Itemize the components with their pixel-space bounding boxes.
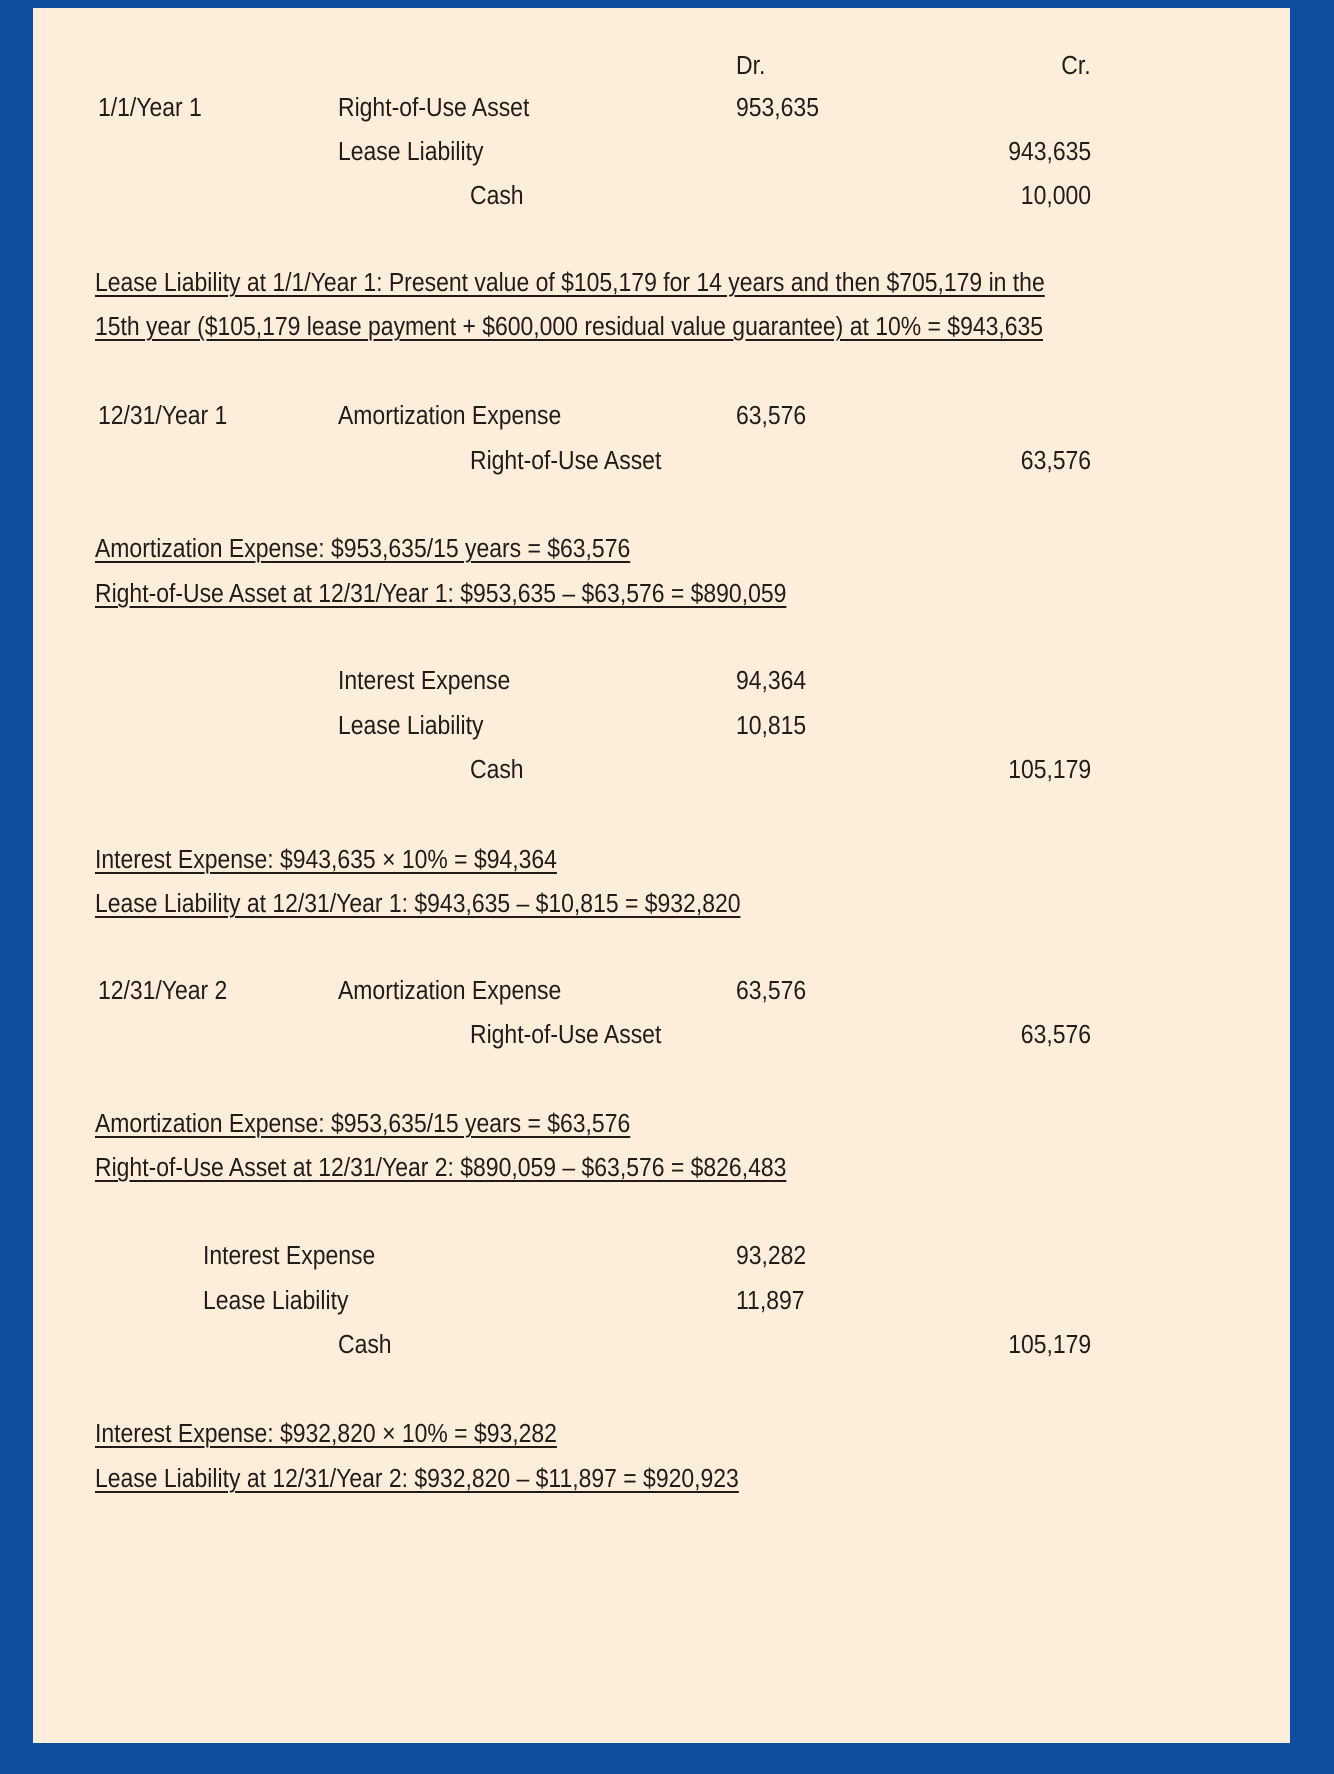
debit-amount: 953,635 [736,94,819,122]
credit-amount: 63,576 [1020,447,1091,475]
account-name: Amortization Expense [338,402,562,430]
account-name: Right-of-Use Asset [338,94,530,122]
credit-amount: 63,576 [1020,1021,1091,1049]
account-name: Cash [470,756,524,784]
account-name: Right-of-Use Asset [470,1021,662,1049]
note-line: Right-of-Use Asset at 12/31/Year 2: $890,059 – $63,576 = $826,483 [95,1154,787,1182]
credit-amount: 10,000 [1020,182,1091,210]
note-line: Amortization Expense: $953,635/15 years = $63,576 [95,1110,631,1138]
account-name: Cash [338,1331,392,1359]
credit-amount: 105,179 [1008,756,1091,784]
paper-sheet [33,8,1290,1743]
credit-amount: 105,179 [1008,1331,1091,1359]
entry-date: 1/1/Year 1 [98,94,202,122]
account-name: Cash [470,182,524,210]
debit-column-header: Dr. [736,52,766,80]
debit-amount: 63,576 [736,977,807,1005]
account-name: Amortization Expense [338,977,562,1005]
debit-amount: 93,282 [736,1242,807,1270]
debit-amount: 10,815 [736,712,807,740]
credit-amount: 943,635 [1008,138,1091,166]
account-name: Interest Expense [338,667,511,695]
note-line: Lease Liability at 12/31/Year 2: $932,820 – $11,897 = $920,923 [95,1465,739,1493]
note-line: Lease Liability at 1/1/Year 1: Present value of $105,179 for 14 years and then $705,179 in the [95,269,1045,297]
account-name: Lease Liability [338,712,484,740]
note-line: Interest Expense: $943,635 × 10% = $94,364 [95,846,557,874]
account-name: Lease Liability [338,138,484,166]
debit-amount: 11,897 [736,1287,805,1315]
note-line: Amortization Expense: $953,635/15 years = $63,576 [95,535,631,563]
entry-date: 12/31/Year 1 [98,402,228,430]
credit-column-header: Cr. [1061,52,1091,80]
account-name: Right-of-Use Asset [470,447,662,475]
entry-date: 12/31/Year 2 [98,977,228,1005]
account-name: Lease Liability [203,1287,349,1315]
note-line: 15th year ($105,179 lease payment + $600,000 residual value guarantee) at 10% = $943,635 [95,313,1044,341]
journal-entry-sheet [33,8,1290,1743]
debit-amount: 94,364 [736,667,807,695]
debit-amount: 63,576 [736,402,807,430]
note-line: Lease Liability at 12/31/Year 1: $943,635 – $10,815 = $932,820 [95,890,741,918]
note-line: Interest Expense: $932,820 × 10% = $93,282 [95,1420,557,1448]
account-name: Interest Expense [203,1242,376,1270]
note-line: Right-of-Use Asset at 12/31/Year 1: $953,635 – $63,576 = $890,059 [95,580,787,608]
